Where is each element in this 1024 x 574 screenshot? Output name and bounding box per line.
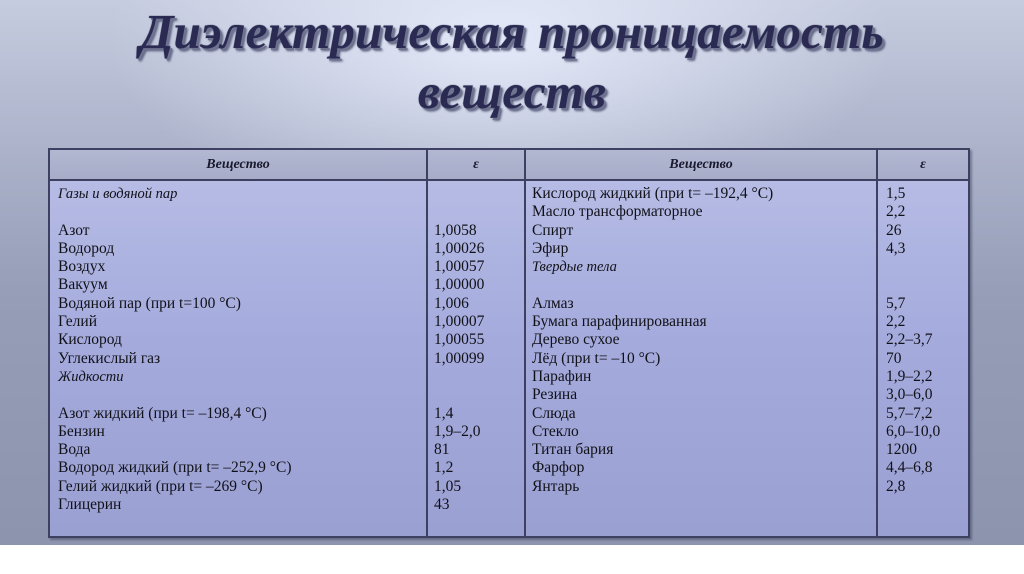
title-line-1: Диэлектрическая проницаемость xyxy=(139,4,885,59)
epsilon-value: 26 xyxy=(886,221,902,239)
substance-name: Бумага парафинированная xyxy=(532,313,707,331)
epsilon-value: 2,2 xyxy=(886,203,906,221)
substance-name: Кислород xyxy=(58,331,122,349)
section-heading: Жидкости xyxy=(58,368,124,385)
epsilon-value: 1,4 xyxy=(434,404,454,422)
header-epsilon-left: ε xyxy=(473,157,479,172)
substance-name: Гелий xyxy=(58,313,97,331)
substance-name: Азот жидкий (при t= –198,4 °C) xyxy=(58,404,267,422)
substance-name: Спирт xyxy=(532,221,574,239)
section-heading xyxy=(434,185,484,203)
epsilon-value: 1,5 xyxy=(886,185,906,202)
left-epsilon-column xyxy=(434,185,484,514)
epsilon-value xyxy=(434,203,484,221)
substance-name: Воздух xyxy=(58,258,106,276)
left-substance-column xyxy=(58,185,291,514)
right-substance-column xyxy=(532,185,773,496)
substance-name: Водород xyxy=(58,239,115,257)
substance-name: Алмаз xyxy=(532,294,574,312)
epsilon-value: 81 xyxy=(434,441,450,459)
header-substance-left: Вещество xyxy=(206,157,270,172)
column-divider xyxy=(426,150,428,536)
substance-name: Лёд (при t= –10 °C) xyxy=(532,349,661,367)
substance-name xyxy=(58,386,291,404)
epsilon-value: 1,05 xyxy=(434,477,462,495)
section-heading xyxy=(886,258,940,276)
substance-name: Слюда xyxy=(532,404,576,422)
epsilon-value xyxy=(434,386,484,404)
substance-name: Титан бария xyxy=(532,441,614,459)
column-divider xyxy=(876,150,878,536)
substance-name: Дерево сухое xyxy=(532,331,620,349)
substance-name: Вода xyxy=(58,441,91,459)
substance-name: Углекислый газ xyxy=(58,349,161,367)
epsilon-value: 1,00099 xyxy=(434,349,485,367)
substance-name: Вакуум xyxy=(58,276,108,294)
substance-name: Парафин xyxy=(532,367,592,385)
epsilon-value: 1,00026 xyxy=(434,239,485,257)
epsilon-value xyxy=(886,276,940,294)
dielectric-table xyxy=(48,148,970,538)
substance-name: Эфир xyxy=(532,239,569,257)
substance-name: Резина xyxy=(532,386,578,404)
section-heading xyxy=(434,368,484,386)
section-heading: Твердые тела xyxy=(532,259,617,276)
column-divider xyxy=(524,150,526,536)
substance-name: Масло трансформаторное xyxy=(532,203,703,221)
section-heading: Газы и водяной пар xyxy=(58,186,178,202)
table-header xyxy=(50,150,968,181)
epsilon-value: 1,00000 xyxy=(434,276,485,294)
epsilon-value: 2,2–3,7 xyxy=(886,331,933,349)
header-epsilon-right: ε xyxy=(920,157,926,172)
substance-name: Азот xyxy=(58,221,90,239)
header-substance-right: Вещество xyxy=(669,157,733,172)
epsilon-value: 3,0–6,0 xyxy=(886,386,933,404)
substance-name: Водород жидкий (при t= –252,9 °C) xyxy=(58,459,292,477)
substance-name: Водяной пар (при t=100 °C) xyxy=(58,294,241,312)
epsilon-value: 5,7–7,2 xyxy=(886,404,933,422)
substance-name: Фарфор xyxy=(532,459,585,477)
epsilon-value: 1,00007 xyxy=(434,313,485,331)
epsilon-value: 1,0058 xyxy=(434,221,477,239)
title-line-2: веществ xyxy=(417,64,607,119)
substance-name: Янтарь xyxy=(532,477,580,495)
slide-title xyxy=(0,2,1024,122)
right-epsilon-column xyxy=(886,185,940,496)
epsilon-value: 5,7 xyxy=(886,294,906,312)
epsilon-value: 1,9–2,0 xyxy=(434,422,481,440)
epsilon-value: 1200 xyxy=(886,441,917,459)
substance-name xyxy=(532,276,773,294)
epsilon-value: 4,3 xyxy=(886,239,906,257)
epsilon-value: 1,2 xyxy=(434,459,454,477)
substance-name: Кислород жидкий (при t= –192,4 °C) xyxy=(532,185,774,202)
substance-name: Глицерин xyxy=(58,496,122,514)
epsilon-value: 1,00055 xyxy=(434,331,485,349)
substance-name: Бензин xyxy=(58,422,105,440)
epsilon-value: 1,00057 xyxy=(434,258,485,276)
substance-name: Стекло xyxy=(532,422,579,440)
epsilon-value: 1,9–2,2 xyxy=(886,367,933,385)
epsilon-value: 43 xyxy=(434,496,450,514)
epsilon-value: 4,4–6,8 xyxy=(886,459,933,477)
epsilon-value: 2,2 xyxy=(886,313,906,331)
substance-name: Гелий жидкий (при t= –269 °C) xyxy=(58,477,263,495)
epsilon-value: 2,8 xyxy=(886,477,906,495)
epsilon-value: 1,006 xyxy=(434,294,469,312)
epsilon-value: 70 xyxy=(886,349,902,367)
substance-name xyxy=(58,203,291,221)
epsilon-value: 6,0–10,0 xyxy=(886,422,941,440)
